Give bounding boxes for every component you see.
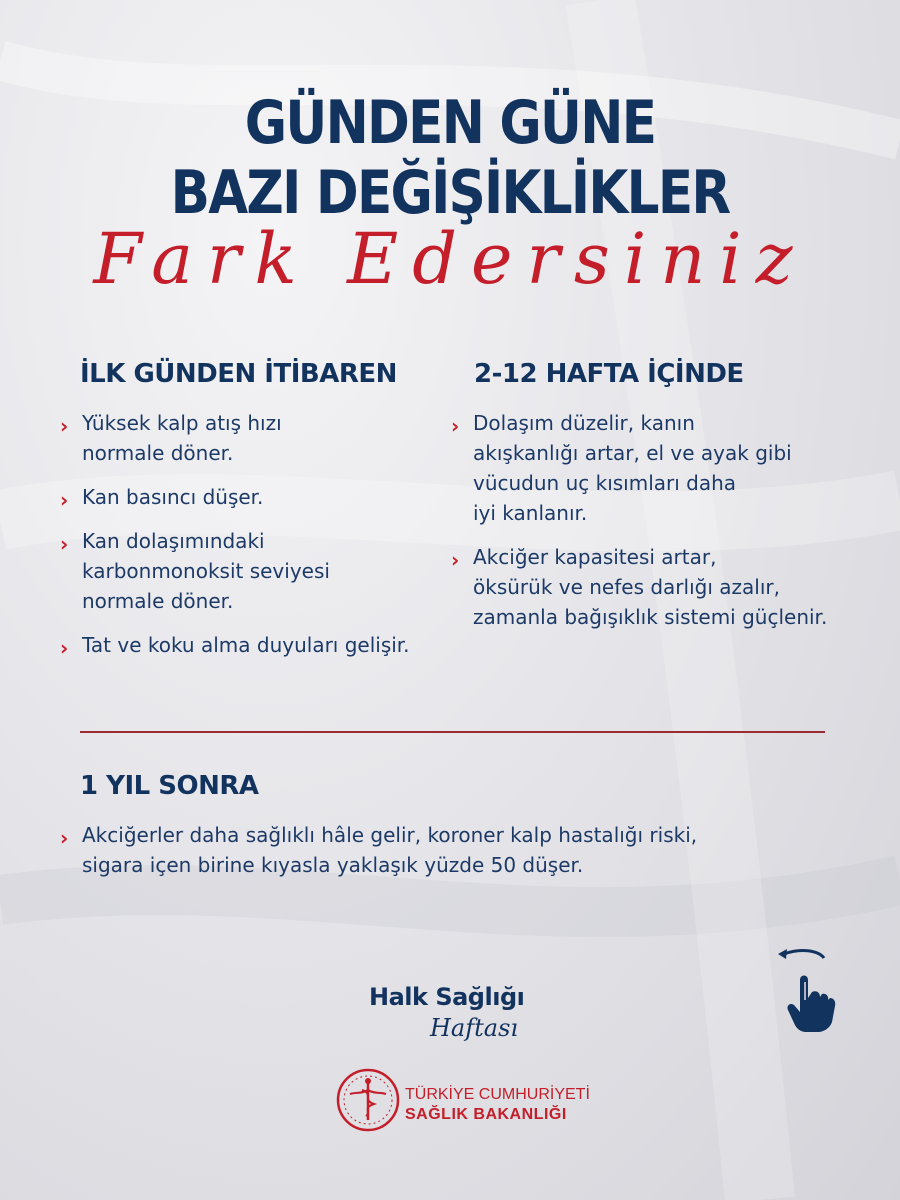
chevron-right-icon: ›: [60, 414, 69, 438]
list-item-line: normale döner.: [82, 441, 234, 465]
list-item: [451, 408, 871, 528]
list-item-line: zamanla bağışıklık sistemi güçlenir.: [473, 605, 828, 629]
list-item-line: akışkanlığı artar, el ve ayak gibi: [473, 441, 792, 465]
list-weeks: [451, 408, 871, 646]
list-item-line: Tat ve koku alma duyuları gelişir.: [82, 633, 410, 657]
title-line-1: GÜNDEN GÜNE: [244, 88, 656, 158]
title-line-2: BAZI DEĞİŞİKLİKLER: [170, 158, 730, 228]
list-item-line: öksürük ve nefes darlığı azalır,: [473, 575, 780, 599]
list-one-year: [60, 820, 840, 894]
script-subtitle: Fark Edersiniz: [93, 218, 807, 300]
list-item-line: Kan basıncı düşer.: [82, 485, 264, 509]
chevron-right-icon: ›: [60, 826, 69, 850]
chevron-right-icon: ›: [451, 414, 460, 438]
ministry-name: [405, 1085, 590, 1125]
list-item-line: vücudun uç kısımları daha: [473, 471, 737, 495]
ministry-line-1: TÜRKİYE CUMHURİYETİ: [405, 1086, 590, 1103]
list-item-line: Dolaşım düzelir, kanın: [473, 411, 695, 435]
list-item-line: Yüksek kalp atış hızı: [82, 411, 282, 435]
chevron-right-icon: ›: [60, 532, 69, 556]
heading-weeks: 2-12 HAFTA İÇİNDE: [474, 359, 744, 389]
list-item: [60, 482, 450, 512]
swipe-hand-icon: [770, 940, 840, 1035]
list-item: [451, 542, 871, 632]
ministry-line-2: SAĞLIK BAKANLIĞI: [405, 1106, 567, 1123]
list-item: [60, 820, 840, 880]
list-item: [60, 408, 450, 468]
heading-one-year: 1 YIL SONRA: [80, 771, 259, 801]
section-divider: [80, 731, 825, 733]
list-item-line: Kan dolaşımındaki: [82, 529, 265, 553]
chevron-right-icon: ›: [60, 488, 69, 512]
list-item-line: karbonmonoksit seviyesi: [82, 559, 330, 583]
list-item-line: Akciğer kapasitesi artar,: [473, 545, 717, 569]
heading-first-day: İLK GÜNDEN İTİBAREN: [80, 359, 397, 389]
chevron-right-icon: ›: [60, 636, 69, 660]
list-item: [60, 630, 450, 660]
list-item: [60, 526, 450, 616]
campaign-title: Halk Sağlığı: [369, 983, 525, 1011]
list-first-day: [60, 408, 450, 674]
ministry-emblem-icon: [336, 1068, 400, 1132]
chevron-right-icon: ›: [451, 548, 460, 572]
list-item-line: sigara içen birine kıyasla yaklaşık yüzde 50 düşer.: [82, 853, 584, 877]
campaign-subtitle: Haftası: [430, 1014, 519, 1042]
list-item-line: iyi kanlanır.: [473, 501, 588, 525]
list-item-line: normale döner.: [82, 589, 234, 613]
list-item-line: Akciğerler daha sağlıklı hâle gelir, koroner kalp hastalığı riski,: [82, 823, 698, 847]
